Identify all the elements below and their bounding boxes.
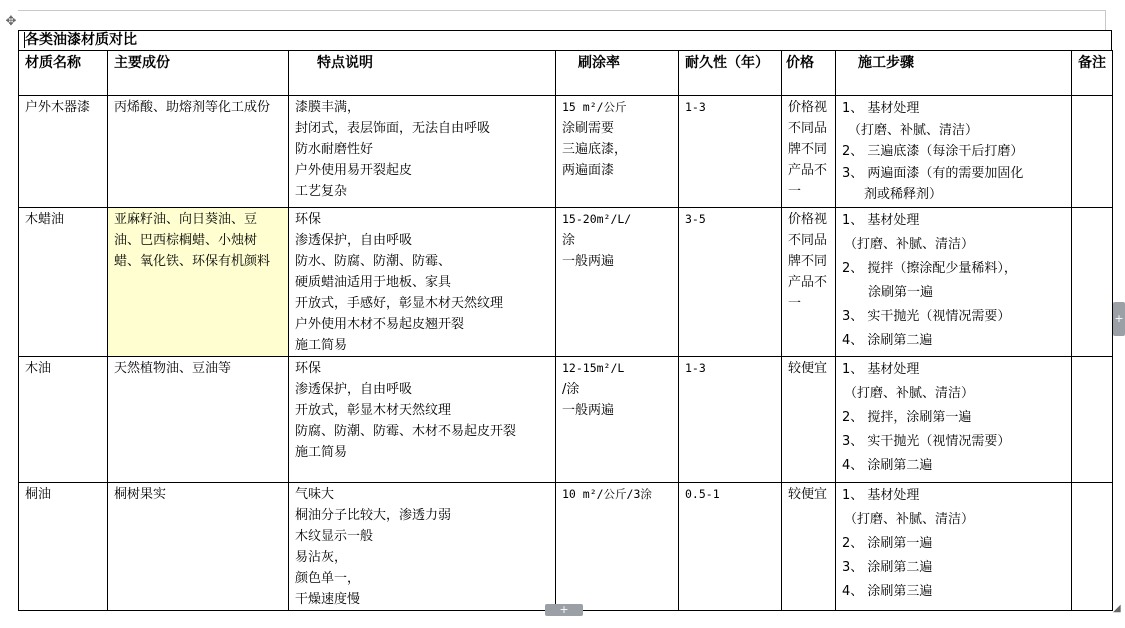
page-edge-right	[1105, 10, 1106, 30]
table-resize-icon[interactable]: ◢	[1113, 603, 1121, 614]
coverage-line: 15 m²/公斤	[562, 100, 627, 114]
cell-ingredients: 亚麻籽油、向日葵油、豆油、巴西棕榈蜡、小烛树蜡、氧化铁、环保有机颜料	[108, 208, 289, 357]
cell-ingredients: 丙烯酸、助熔剂等化工成份	[108, 96, 289, 208]
table-move-icon[interactable]: ✥	[5, 14, 17, 29]
feature-line: 环保	[295, 212, 322, 227]
table-row	[19, 208, 1113, 357]
feature-line: 环保	[295, 361, 322, 376]
step-line: 1、 基材处理	[842, 488, 920, 503]
cell-name: 木油	[19, 357, 108, 483]
step-line: 2、 搅拌，涂刷第一遍	[842, 410, 972, 425]
feature-line: 气味大	[295, 487, 335, 502]
feature-line: 开放式，手感好，彰显木材天然纹理	[295, 296, 504, 311]
coverage-line: 涂	[562, 233, 576, 248]
step-line: 1、 基材处理	[842, 213, 920, 228]
cell-durability: 3-5	[679, 208, 782, 357]
cell-durability: 1-3	[679, 96, 782, 208]
feature-line: 户外使用木材不易起皮翘开裂	[295, 317, 465, 332]
cell-price: 较便宜	[782, 357, 836, 483]
header-cell-remark: 备注	[1072, 51, 1113, 96]
cell-coverage	[556, 483, 679, 611]
feature-line: 颜色单一，	[295, 571, 361, 586]
coverage-line: 一般两遍	[562, 254, 615, 269]
cell-name: 户外木器漆	[19, 96, 108, 208]
feature-line: 开放式，彰显木材天然纹理	[295, 403, 452, 418]
coverage-line: 涂刷需要	[562, 121, 615, 136]
header-cell-durability: 耐久性（年）	[679, 51, 782, 96]
coverage-line: 两遍面漆	[562, 163, 615, 178]
feature-line: 工艺复杂	[295, 184, 348, 199]
add-row-plus-icon[interactable]: +	[545, 604, 583, 616]
comparison-table	[18, 50, 1113, 611]
step-line: 1、 基材处理	[842, 362, 920, 377]
header-cell-features: 特点说明	[289, 51, 556, 96]
cell-ingredients: 桐树果实	[108, 483, 289, 611]
table-title: 各类油漆材质对比	[18, 30, 1112, 50]
add-column-plus-icon[interactable]: +	[1113, 302, 1125, 336]
feature-line: 桐油分子比较大，渗透力弱	[295, 508, 452, 523]
cell-steps	[836, 96, 1072, 208]
cell-name: 木蜡油	[19, 208, 108, 357]
feature-line: 渗透保护，自由呼吸	[295, 233, 413, 248]
cell-coverage	[556, 357, 679, 483]
coverage-line: 一般两遍	[562, 403, 615, 418]
table-row	[19, 357, 1113, 483]
cell-features	[289, 96, 556, 208]
cell-price: 较便宜	[782, 483, 836, 611]
step-line: （打磨、补腻、清洁）	[844, 386, 975, 401]
cell-price: 价格视不同品牌不同产品不一	[782, 208, 836, 357]
feature-line: 户外使用易开裂起皮	[295, 163, 413, 178]
cell-steps	[836, 483, 1072, 611]
step-line: （打磨、补腻、清洁）	[848, 123, 979, 138]
feature-line: 防水、防腐、防潮、防霉、	[295, 254, 452, 269]
feature-line: 施工简易	[295, 445, 348, 460]
cell-remark	[1072, 483, 1113, 611]
coverage-line: 12-15m²/L	[562, 361, 625, 375]
cell-name: 桐油	[19, 483, 108, 611]
cell-coverage	[556, 208, 679, 357]
cell-durability: 1-3	[679, 357, 782, 483]
coverage-line: /涂	[562, 382, 580, 397]
step-line: 2、 涂刷第一遍	[842, 536, 933, 551]
cell-price: 价格视不同品牌不同产品不一	[782, 96, 836, 208]
header-cell-coverage: 刷涂率	[556, 51, 679, 96]
text-cursor	[24, 32, 25, 48]
header-row	[19, 51, 1113, 96]
step-line: 3、 实干抛光（视情况需要）	[842, 434, 1011, 449]
cell-durability: 0.5-1	[679, 483, 782, 611]
step-line: 3、 两遍面漆（有的需要加固化	[842, 166, 1024, 181]
feature-line: 封闭式，表层饰面，无法自由呼吸	[295, 121, 491, 136]
step-line: 2、 三遍底漆（每涂干后打磨）	[842, 144, 1024, 159]
step-line: 2、 搅拌（擦涂配少量稀料），	[842, 261, 1017, 276]
step-line: 4、 涂刷第二遍	[842, 458, 933, 473]
feature-line: 施工简易	[295, 338, 348, 353]
feature-line: 漆膜丰满，	[295, 100, 361, 115]
feature-line: 防水耐磨性好	[295, 142, 374, 157]
coverage-line: 三遍底漆，	[562, 142, 628, 157]
cell-features	[289, 208, 556, 357]
coverage-line: 15-20m²/L/	[562, 212, 632, 226]
cell-steps	[836, 208, 1072, 357]
coverage-line: 10 m²/公斤/3涂	[562, 487, 652, 501]
cell-steps	[836, 357, 1072, 483]
header-cell-steps: 施工步骤	[836, 51, 1072, 96]
step-line: 剂或稀释剂）	[864, 187, 943, 202]
page-edge-top	[18, 10, 1106, 11]
feature-line: 渗透保护，自由呼吸	[295, 382, 413, 397]
step-line: 3、 涂刷第二遍	[842, 560, 933, 575]
header-cell-name: 材质名称	[19, 51, 108, 96]
header-cell-price: 价格	[782, 51, 836, 96]
cell-ingredients: 天然植物油、豆油等	[108, 357, 289, 483]
step-line: 4、 涂刷第三遍	[842, 584, 933, 599]
feature-line: 防腐、防潮、防霉、木材不易起皮开裂	[295, 424, 517, 439]
table-row	[19, 96, 1113, 208]
table-row	[19, 483, 1113, 611]
step-line: 4、 涂刷第二遍	[842, 333, 933, 348]
step-line: （打磨、补腻、清洁）	[844, 237, 975, 252]
cell-features	[289, 357, 556, 483]
feature-line: 易沾灰，	[295, 550, 348, 565]
step-line: 1、 基材处理	[842, 101, 920, 116]
cell-remark	[1072, 357, 1113, 483]
cell-remark	[1072, 208, 1113, 357]
header-cell-ingredients: 主要成份	[108, 51, 289, 96]
feature-line: 木纹显示一般	[295, 529, 374, 544]
feature-line: 干燥速度慢	[295, 592, 361, 607]
cell-coverage	[556, 96, 679, 208]
step-line: 3、 实干抛光（视情况需要）	[842, 309, 1011, 324]
step-line: 涂刷第一遍	[868, 285, 934, 300]
cell-features	[289, 483, 556, 611]
feature-line: 硬质蜡油适用于地板、家具	[295, 275, 452, 290]
cell-remark	[1072, 96, 1113, 208]
step-line: （打磨、补腻、清洁）	[844, 512, 975, 527]
